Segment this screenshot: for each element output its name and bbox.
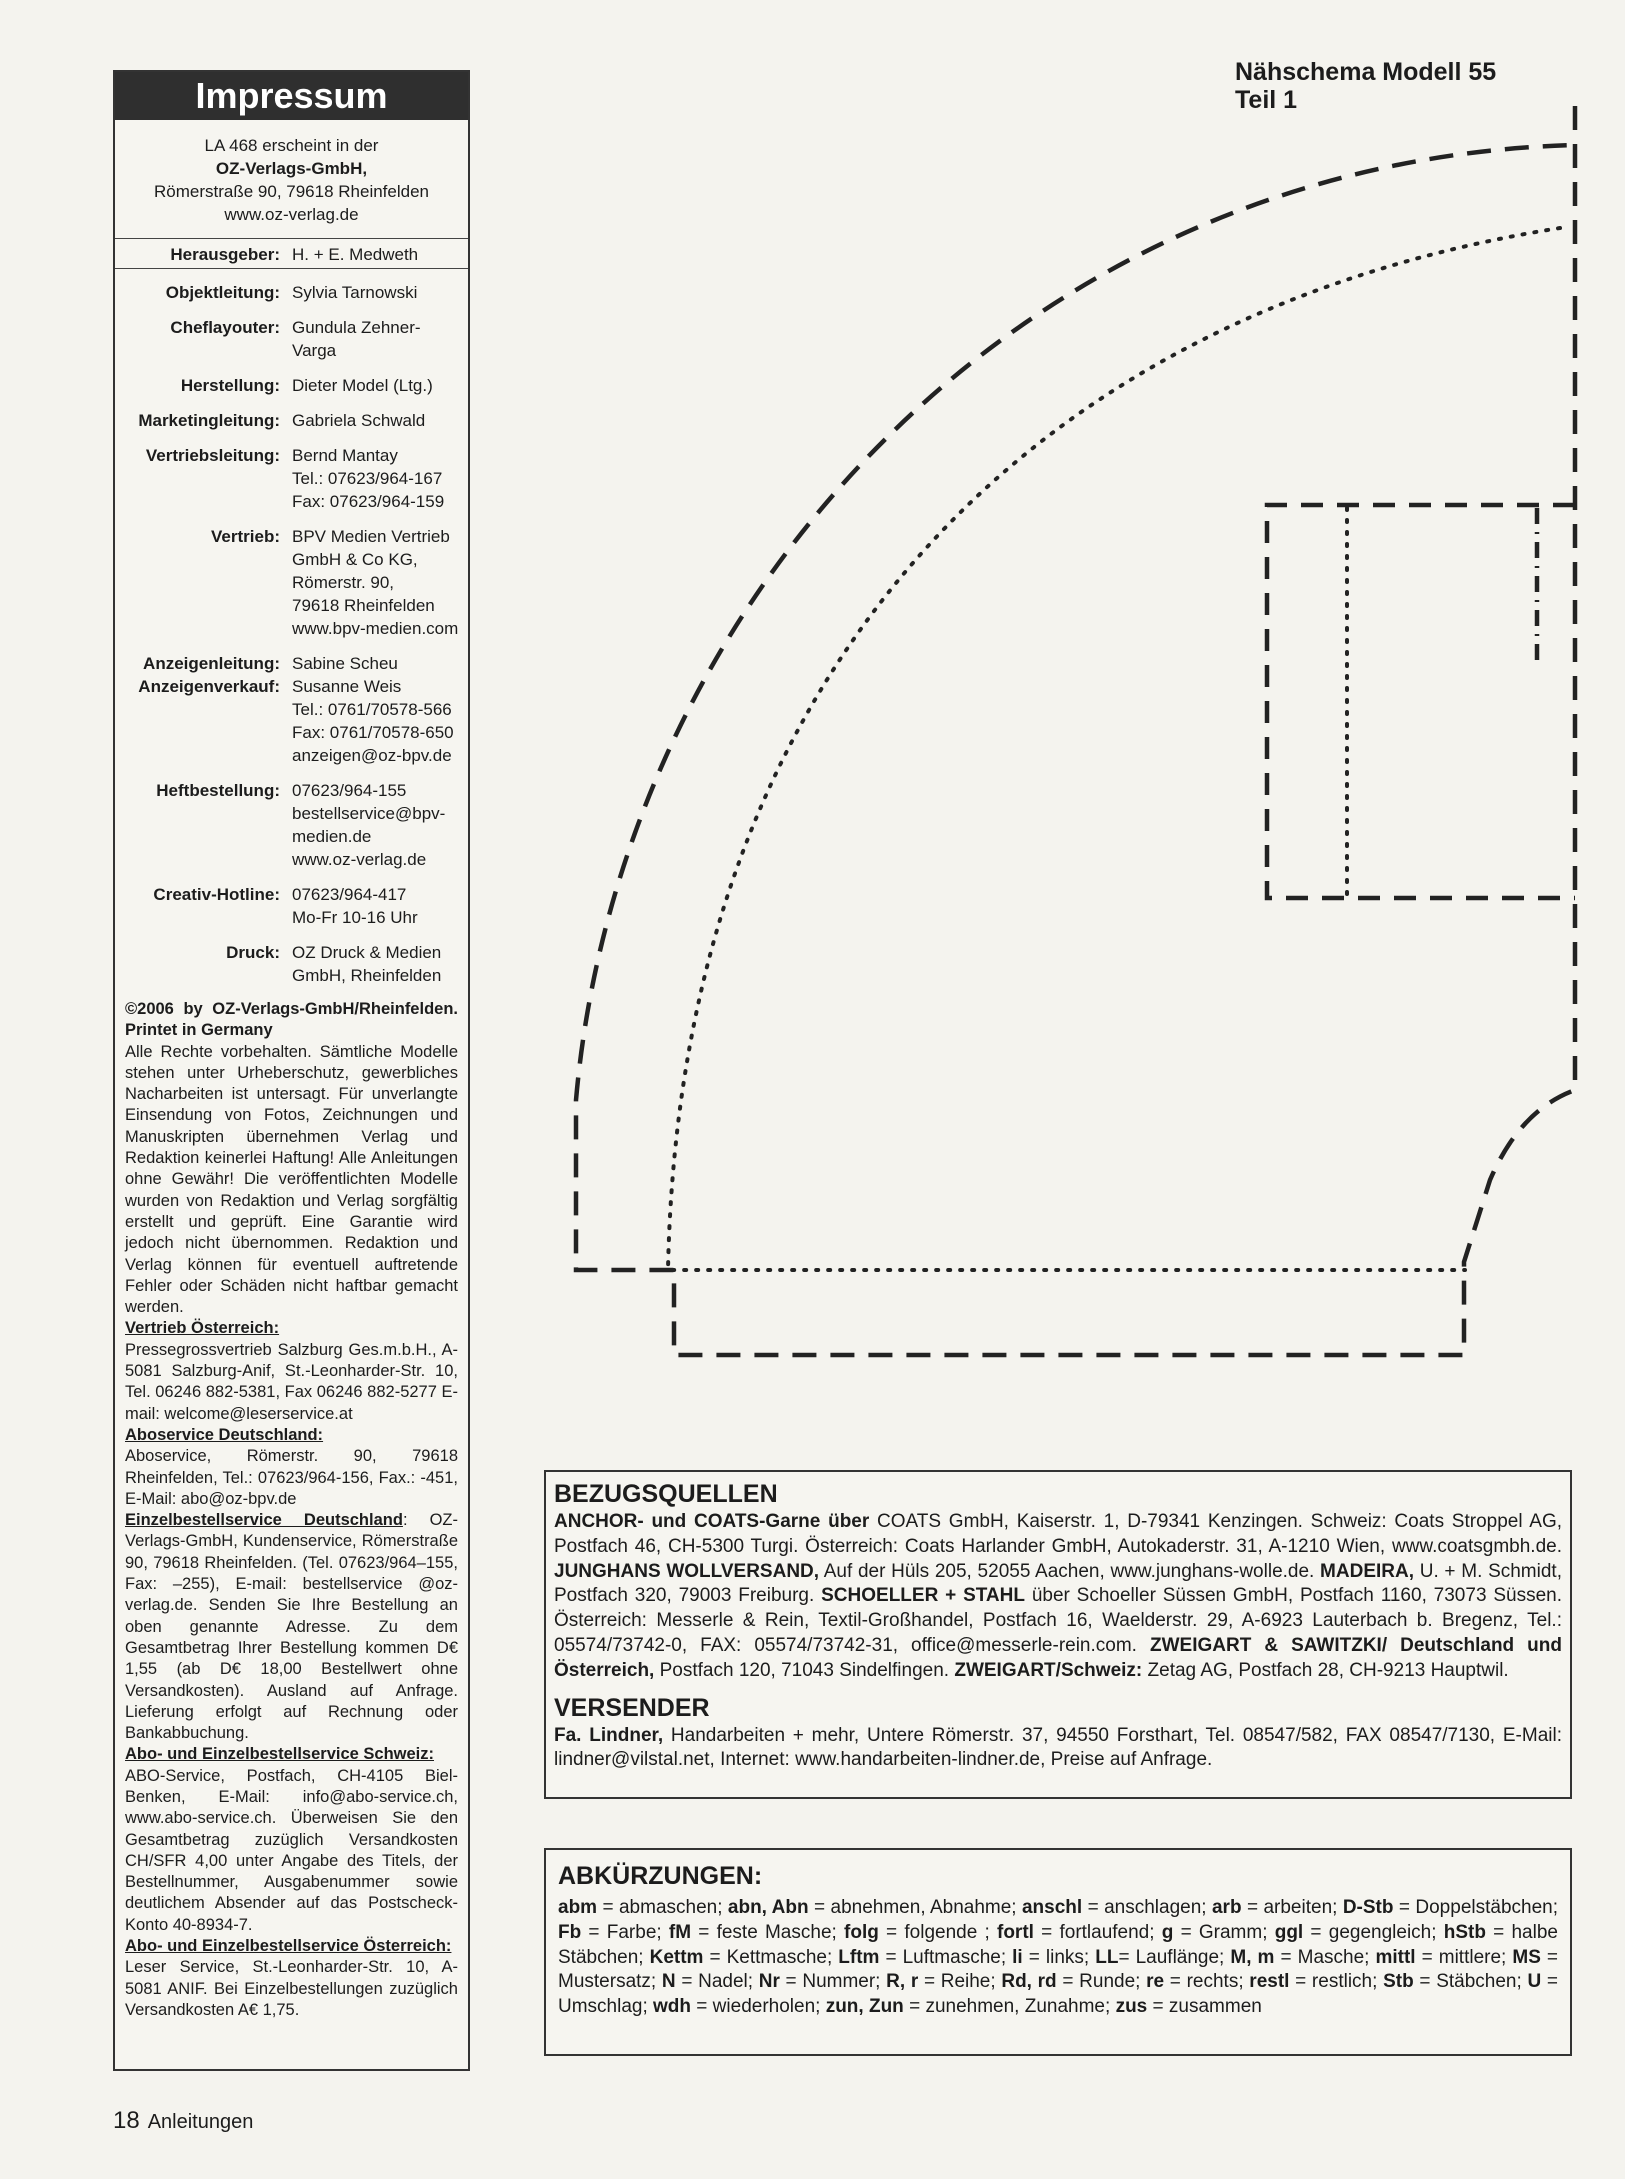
abbreviation-desc: = wiederholen; (691, 1996, 826, 2018)
role-value-line: Tel.: 07623/964-167 (292, 469, 443, 488)
page-footer (113, 2107, 253, 2135)
section-heading: Aboservice Deutschland: (125, 1425, 324, 1444)
bezugsquellen-heading: BEZUGSQUELLEN (554, 1480, 778, 1508)
abbreviation-term: M, m (1230, 1946, 1275, 1968)
role-label-text: Vertrieb: (211, 527, 280, 546)
supplier-desc: Zetag AG, Postfach 28, CH-9213 Hauptwil. (1142, 1659, 1509, 1681)
role-value (292, 444, 460, 513)
impressum-sections (125, 1318, 458, 2021)
impressum-section (125, 1510, 458, 1744)
schema-title-line2: Teil 1 (1235, 86, 1298, 114)
abbreviation-term: Rd, rd (1001, 1971, 1057, 1993)
role-value-line: Tel.: 0761/70578-566 (292, 700, 452, 719)
section-text: Aboservice, Römerstr. 90, 79618 Rheinfelden, Tel.: 07623/964-156, Fax.: -451, E-Mail: abo@oz-bpv.de (125, 1447, 458, 1508)
role-label (123, 779, 292, 871)
role-value-line: Fax: 0761/70578-650 (292, 723, 454, 742)
section-text: ABO-Service, Postfach, CH-4105 Biel-Benken, E-Mail: info@abo-service.ch, www.abo-service.ch. Überweisen Sie den Gesamtbetrag zuzüglich Versandkosten CH/SFR 4,00 unter Angabe des Titels, der Bestellnummer, Ausgabenummer sowie deutlichem Absender auf das Postscheck-Konto 40-8934-7. (125, 1766, 458, 1934)
supplier-term: ANCHOR- und COATS-Garne über (554, 1511, 870, 1532)
abbreviation-term: MS (1512, 1946, 1541, 1968)
role-label-text: Heftbestellung: (156, 781, 280, 800)
role-value (292, 374, 460, 397)
abbreviation-desc: = anschlagen; (1082, 1897, 1212, 1918)
impressum-title: Impressum (115, 72, 468, 120)
role-value-line: www.bpv-medien.com (292, 619, 459, 638)
abbreviation-desc: = Runde; (1056, 1971, 1147, 1993)
publisher-line: LA 468 erscheint in der (204, 136, 379, 155)
abbreviation-term: folg (844, 1921, 879, 1943)
role-value-line: 07623/964-155 (292, 781, 407, 800)
role-value-line: Mo-Fr 10-16 Uhr (292, 908, 418, 927)
role-value-line: GmbH & Co KG, (292, 550, 418, 569)
role-label-text: Cheflayouter: (170, 318, 280, 337)
impressum-section (125, 1318, 458, 1424)
abbreviation-term: Nr (758, 1971, 780, 1993)
publisher-company: OZ-Verlags-GmbH, (215, 159, 368, 178)
abbreviation-term: ggl (1274, 1921, 1304, 1943)
abbreviation-term: abn, Abn (727, 1897, 809, 1918)
footer-section: Anleitungen (147, 2111, 254, 2133)
role-value-line: medien.de (292, 827, 372, 846)
role-label (123, 409, 292, 432)
publisher-web: www.oz-verlag.de (224, 205, 359, 224)
versender-heading: VERSENDER (554, 1693, 710, 1722)
impressum-body (115, 999, 468, 2021)
abbreviation-desc: = halbe Stäbchen; (558, 1921, 1558, 1968)
role-label (123, 281, 292, 304)
abbreviation-term: restl (1249, 1971, 1290, 1993)
role-value-line: Gabriela Schwald (292, 411, 426, 430)
publisher-address: Römerstraße 90, 79618 Rheinfelden (154, 182, 429, 201)
abbreviation-term: g (1161, 1921, 1174, 1943)
role-value-line: Dieter Model (Ltg.) (292, 376, 433, 395)
versender-name: Fa. Lindner, (554, 1724, 664, 1746)
impressum-section (125, 1744, 458, 1936)
abbreviation-desc: = Masche; (1274, 1946, 1376, 1968)
role-label (123, 444, 292, 513)
abbreviation-desc: = zusammen (1147, 1996, 1262, 2018)
role-label-text: Objektleitung: (165, 283, 280, 302)
role-value (292, 409, 460, 432)
abbreviation-term: Stb (1383, 1971, 1414, 1993)
role-value (292, 281, 460, 304)
abbreviation-desc: = zunehmen, Zunahme; (903, 1996, 1116, 2018)
impressum-role (123, 316, 460, 362)
abbreviation-term: mittl (1375, 1946, 1416, 1968)
abbreviation-term: fM (668, 1921, 692, 1943)
abbreviation-term: R, r (886, 1971, 919, 1993)
schema-title-line1: Nähschema Modell 55 (1235, 58, 1497, 86)
section-text: Pressegrossvertrieb Salzburg Ges.m.b.H., A-5081 Salzburg-Anif, St.-Leonharder-Str. 10, Tel. 06246 882-5381, Fax 06246 882-5277 E-mail: welcome@leserservice.at (125, 1340, 458, 1423)
abbreviation-term: abm (558, 1897, 598, 1918)
supplier-desc: Auf der Hüls 205, 52055 Aachen, www.junghans-wolle.de. (819, 1560, 1321, 1582)
role-value-line: Sabine Scheu (292, 654, 398, 673)
role-label-text: Herstellung: (180, 376, 280, 395)
bezugsquellen-box (544, 1470, 1572, 1799)
role-label-text: Herausgeber: (170, 245, 280, 264)
inner-seam-line (668, 228, 1560, 1270)
abbreviation-desc: = fortlaufend; (1033, 1921, 1162, 1943)
impressum-section (125, 1425, 458, 1510)
abbreviation-desc: = Kettmasche; (703, 1946, 839, 1968)
role-label-text: Anzeigenverkauf: (138, 677, 280, 696)
supplier-desc: Postfach 120, 71043 Sindelfingen. (654, 1659, 955, 1681)
role-value-line: anzeigen@oz-bpv.de (292, 746, 452, 765)
abbreviation-desc: = restlich; (1289, 1971, 1384, 1993)
impressum-box (113, 70, 470, 2071)
section-heading: Abo- und Einzelbestellservice Schweiz: (125, 1745, 434, 1764)
role-value-line: 79618 Rheinfelden (292, 596, 435, 615)
abbreviation-desc: = mittlere; (1415, 1946, 1513, 1968)
abbreviation-term: wdh (653, 1996, 692, 2018)
role-value (292, 316, 460, 362)
role-label (123, 243, 292, 266)
impressum-role (123, 374, 460, 397)
publisher-info (115, 120, 468, 239)
abbreviation-term: Fb (558, 1921, 582, 1943)
role-value-line: OZ Druck & Medien (292, 943, 442, 962)
supplier-desc: COATS GmbH, Kaiserstr. 1, D-79341 Kenzingen. Schweiz: Coats Stroppel AG, Postfach 46, CH-5300 Turgi. Österreich: Coats Harlander GmbH, Autokaderstr. 31, A-1210 Wien, www.coatsgmbh.de. (554, 1511, 1563, 1557)
abbreviation-term: Lftm (838, 1946, 880, 1968)
abbreviation-desc: = Doppelstäbchen; (1393, 1897, 1558, 1918)
abbreviation-term: D-Stb (1342, 1897, 1394, 1918)
abbreviation-term: zus (1115, 1996, 1148, 2018)
roles-list (115, 239, 468, 987)
abbreviation-term: fortl (997, 1921, 1034, 1943)
impressum-role (123, 409, 460, 432)
role-value-line: Fax: 07623/964-159 (292, 492, 445, 511)
role-value-line: BPV Medien Vertrieb (292, 527, 450, 546)
supplier-desc: U. + M. Schmidt, Postfach 320, 79003 Freiburg. (554, 1560, 1562, 1607)
page-number: 18 (113, 2107, 140, 2134)
supplier-term: MADEIRA, (1320, 1560, 1414, 1582)
impressum-role (123, 883, 460, 929)
abbreviation-term: zun, Zun (825, 1996, 904, 2018)
abbreviation-term: arb (1211, 1897, 1242, 1918)
role-label (123, 525, 292, 640)
section-heading: Vertrieb Österreich: (125, 1319, 280, 1338)
role-value (292, 941, 460, 987)
outer-cut-line (576, 106, 1575, 1355)
role-value-line: 07623/964-417 (292, 885, 407, 904)
supplier-desc: über Schoeller Süssen GmbH, Postfach 1160, 73073 Süssen. Österreich: Messerle & Rein, Textil-Großhandel, Postfach 16, Waelderstr. 29, A-6923 Lauterbach b. Bregenz, Tel.: 05574/73742-0, FAX: 05574/73742-31, office@messerle-rein.com. (554, 1585, 1562, 1656)
supplier-term: JUNGHANS WOLLVERSAND, (554, 1560, 820, 1582)
role-value-line: www.oz-verlag.de (292, 850, 427, 869)
abbreviation-desc: = rechts; (1164, 1971, 1250, 1993)
abkuerzungen-text (558, 1896, 1558, 2020)
abbreviation-term: hStb (1443, 1921, 1486, 1943)
impressum-role (123, 281, 460, 304)
impressum-role (123, 444, 460, 513)
role-value-line: bestellservice@bpv- (292, 804, 446, 823)
abbreviation-desc: = feste Masche; (691, 1921, 845, 1943)
role-value (292, 883, 460, 929)
copyright-text: Alle Rechte vorbehalten. Sämtliche Modelle stehen unter Urheberschutz, gewerbliches Nacharbeiten ist untersagt. Für unverlangte Einsendung von Fotos, Zeichnungen und Manuskripten übernehmen Verlag und Redaktion keinerlei Haftung! Alle Anleitungen ohne Gewähr! Die veröffentlichten Modelle wurden von Redaktion und Verlag sorgfältig erstellt und geprüft. Eine Garantie wird jedoch nicht übernommen. Redaktion und Verlag können für eventuell auftretende Fehler oder Schäden nicht haftbar gemacht werden. (125, 1042, 458, 1317)
abbreviation-term: anschl (1021, 1897, 1083, 1918)
role-label-text: Creativ-Hotline: (153, 885, 280, 904)
abbreviation-term: N (661, 1971, 676, 1993)
abbreviation-desc: = Farbe; (581, 1921, 669, 1943)
pocket-outline (1267, 505, 1575, 898)
impressum-section (125, 1936, 458, 2021)
role-value-line: Gundula Zehner-Varga (292, 318, 421, 360)
copyright-heading: ©2006 by OZ-Verlags-GmbH/Rheinfelden. Printet in Germany (125, 1000, 458, 1040)
role-label (123, 941, 292, 987)
role-label-text: Anzeigenleitung: (143, 654, 280, 673)
abbreviation-desc: = Lauflänge; (1118, 1946, 1231, 1968)
abkuerzungen-box (544, 1848, 1572, 2056)
abbreviation-desc: = abmaschen; (597, 1897, 728, 1918)
abbreviation-desc: = links; (1022, 1946, 1096, 1968)
sewing-pattern-diagram (560, 100, 1580, 1370)
impressum-role (123, 779, 460, 871)
role-label (123, 883, 292, 929)
abbreviation-desc: = Reihe; (918, 1971, 1002, 1993)
impressum-role (115, 243, 468, 269)
impressum-role (123, 941, 460, 987)
role-value-line: Susanne Weis (292, 677, 402, 696)
role-label (123, 374, 292, 397)
role-value-line: Sylvia Tarnowski (292, 283, 418, 302)
role-label-text: Vertriebsleitung: (145, 446, 280, 465)
abbreviation-term: li (1012, 1946, 1023, 1968)
section-heading: Einzelbestellservice Deutschland (125, 1511, 403, 1530)
versender-text (554, 1724, 1562, 1774)
impressum-role (123, 525, 460, 640)
role-label-text: Marketingleitung: (138, 411, 280, 430)
role-value-line: GmbH, Rheinfelden (292, 966, 442, 985)
section-text: : OZ-Verlags-GmbH, Kundenservice, Römerstraße 90, 79618 Rheinfelden. (Tel. 07623/964–155, Fax: –255), E-mail: bestellservice @oz-verlag.de. Senden Sie Ihre Bestellung an oben genannte Adresse. Zu dem Gesamtbetrag Ihrer Bestellung kommen D€ 1,55 (ab D€ 18,00 Bestellwert ohne Versandkosten). Ausland auf Anfrage. Lieferung erfolgt auf Rechnung oder Bankabbuchung. (125, 1511, 458, 1743)
supplier-term: ZWEIGART/Schweiz: (954, 1659, 1143, 1681)
role-value (292, 779, 460, 871)
abbreviation-term: LL (1095, 1946, 1119, 1968)
role-value-line: Bernd Mantay (292, 446, 398, 465)
abbreviation-desc: = gegengleich; (1303, 1921, 1444, 1943)
role-label (123, 316, 292, 362)
abbreviation-term: re (1146, 1971, 1165, 1993)
role-value (292, 525, 460, 640)
supplier-term: SCHOELLER + STAHL (821, 1585, 1025, 1607)
abbreviation-desc: = folgende ; (878, 1921, 997, 1943)
role-label (123, 652, 292, 767)
abbreviation-desc: = arbeiten; (1241, 1897, 1343, 1918)
supplier-term: ZWEIGART & SAWITZKI/ Deutschland und Österreich, (554, 1634, 1562, 1681)
abbreviation-term: U (1527, 1971, 1542, 1993)
role-value (292, 243, 460, 266)
abbreviation-desc: = Mustersatz; (558, 1946, 1559, 1993)
abkuerzungen-heading: ABKÜRZUNGEN: (558, 1862, 763, 1890)
section-text: Leser Service, St.-Leonharder-Str. 10, A-5081 ANIF. Bei Einzelbestellungen zuzüglich Versandkosten A€ 1,75. (125, 1958, 458, 2019)
role-value (292, 652, 460, 767)
abbreviation-desc: = abnehmen, Abnahme; (808, 1897, 1022, 1918)
role-value-line: Römerstr. 90, (292, 573, 395, 592)
section-heading: Abo- und Einzelbestellservice Österreich: (125, 1937, 452, 1956)
abbreviation-desc: = Luftmasche; (879, 1946, 1013, 1968)
role-value-line: H. + E. Medweth (292, 245, 419, 264)
role-label-text: Druck: (226, 943, 280, 962)
abbreviation-desc: = Umschlag; (558, 1971, 1558, 2018)
bezugsquellen-text (554, 1510, 1562, 1684)
abbreviation-desc: = Nadel; (675, 1971, 759, 1993)
abbreviation-desc: = Stäbchen; (1413, 1971, 1528, 1993)
impressum-role (123, 652, 460, 767)
abbreviation-desc: = Gramm; (1173, 1921, 1275, 1943)
abbreviation-term: Kettm (649, 1946, 704, 1968)
abbreviation-desc: = Nummer; (779, 1971, 887, 1993)
versender-details: Handarbeiten + mehr, Untere Römerstr. 37, 94550 Forsthart, Tel. 08547/582, FAX 08547/7130, E-Mail: lindner@vilstal.net, Internet: www.handarbeiten-lindner.de, Preise auf Anfrage. (554, 1724, 1562, 1771)
